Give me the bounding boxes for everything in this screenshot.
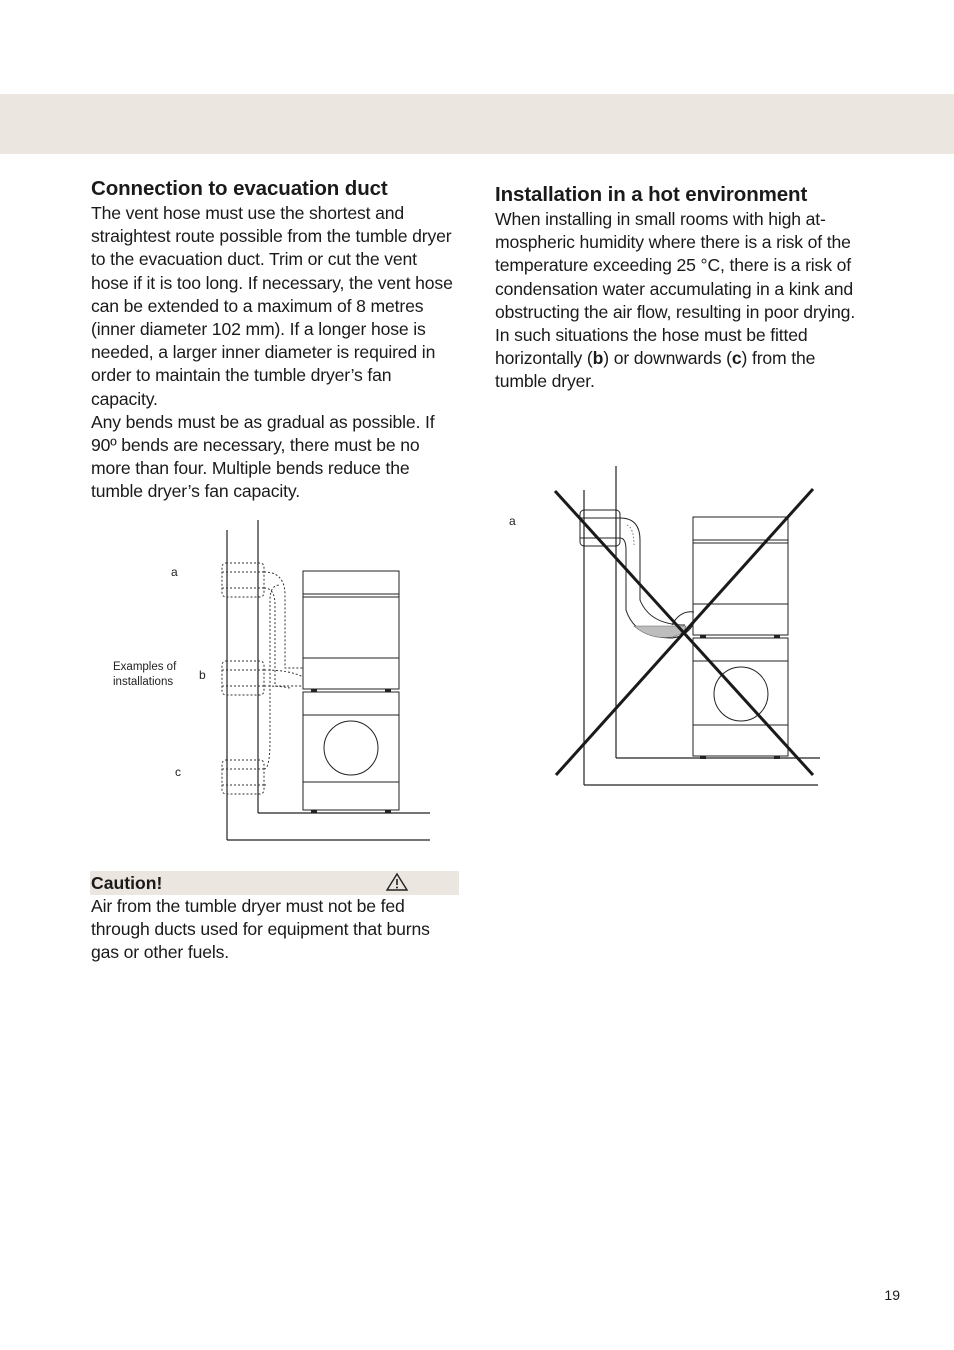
figure-caption-line1: Examples of — [113, 661, 177, 673]
figure-caption-line2: installations — [113, 676, 174, 688]
paragraph: When installing in small rooms with high atmospheric humidity where there is a risk of the temperature exceeding 25 °C, there is a risk of condensation water accumulating in a kink and obstructing the air flow, resulting in poor drying. — [495, 209, 856, 322]
header-band — [0, 94, 954, 154]
paragraph: In such situations the hose must be fitted horizontally (b) or downwards (c) from the tumble dryer. — [495, 325, 816, 392]
figure-incorrect-installation — [500, 460, 830, 805]
section-hot-environment — [495, 182, 867, 394]
figure-label-a: a — [171, 565, 178, 579]
bold-letter-b: b — [592, 348, 604, 369]
washer-unit — [303, 692, 399, 810]
section-evacuation-duct — [91, 176, 459, 504]
paragraph: The vent hose must use the shortest and straightest route possible from the tumble dryer to the evacuation duct. Trim or cut the vent hose if it is too long. If necessary, the vent hose can be extended to a maximum of 8 metres (inner diameter 102 mm). If a longer hose is needed, a larger inner diameter is required in order to maintain the tumble dryer’s fan capacity. — [91, 203, 453, 409]
caution-label: Caution! — [91, 873, 163, 893]
page-number: 19 — [884, 1287, 900, 1303]
warning-triangle-icon — [385, 872, 409, 897]
figure-installation-examples — [100, 515, 440, 850]
caution-text: Air from the tumble dryer must not be fed through ducts used for equipment that burns gas or other fuels. — [91, 896, 430, 963]
dryer-unit — [303, 571, 399, 689]
section-title: Installation in a hot environment — [495, 183, 808, 206]
paragraph: Any bends must be as gradual as possible. If 90º bends are necessary, there must be no more than four. Multiple bends reduce the tumble dryer’s fan capacity. — [91, 411, 435, 502]
cross-out-mark — [555, 489, 813, 775]
section-title: Connection to evacuation duct — [91, 177, 388, 200]
figure-label-a: a — [509, 514, 516, 528]
bold-letter-c: c — [731, 348, 742, 369]
figure-label-c: c — [175, 765, 181, 779]
figure-label-b: b — [199, 668, 206, 682]
